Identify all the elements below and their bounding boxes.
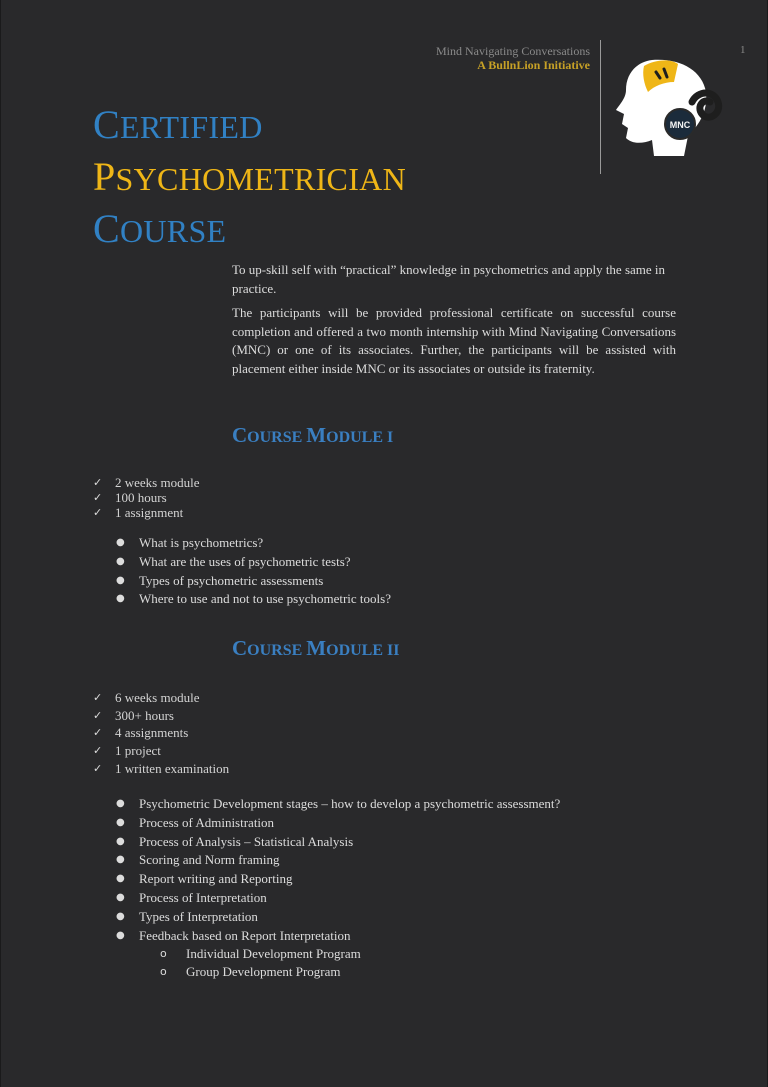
page-number: 1 — [740, 44, 746, 56]
header-divider — [600, 40, 601, 174]
checkmark-icon: ✓ — [93, 505, 103, 519]
subtopic-text: Group Development Program — [186, 963, 341, 979]
module-2-subtopics — [160, 945, 361, 980]
bullet-icon: ● — [116, 873, 125, 885]
topic-text: Types of Interpretation — [139, 908, 258, 924]
course-title — [93, 100, 406, 256]
module-2-topic — [116, 814, 560, 833]
module-2-fact — [93, 742, 229, 760]
module-2-fact — [93, 707, 229, 725]
module-1-topic — [116, 572, 391, 591]
module-1-topic — [116, 590, 391, 609]
topic-text: Report writing and Reporting — [139, 871, 293, 887]
title-line-1-rest: ERTIFIED — [119, 109, 263, 145]
topic-text: Where to use and not to use psychometric tools? — [139, 591, 391, 607]
bullet-icon: ● — [116, 555, 125, 567]
module-1-topic — [116, 553, 391, 572]
module-2-fact — [93, 724, 229, 742]
bullet-icon: ● — [116, 835, 125, 847]
topic-text: What is psychometrics? — [139, 535, 264, 550]
module-2-heading — [232, 636, 399, 661]
bullet-icon: ● — [116, 798, 125, 809]
header-initiative: A BullnLion Initiative — [477, 58, 590, 72]
module-1-fact — [93, 491, 199, 506]
bullet-icon: ● — [116, 593, 125, 605]
topic-text: Process of Analysis – Statistical Analysis — [139, 833, 354, 849]
checkmark-icon: ✓ — [93, 708, 103, 722]
fact-text: 4 assignments — [115, 725, 189, 741]
fact-text: 100 hours — [115, 489, 167, 505]
bullet-icon: ● — [116, 574, 125, 586]
topic-text: Process of Administration — [139, 814, 275, 830]
intro-paragraph-1: To up-skill self with “practical” knowledge in psychometrics and apply the same in practice. — [232, 262, 666, 296]
title-line-3-rest: OURSE — [119, 213, 227, 249]
fact-text: 2 weeks module — [115, 475, 200, 490]
bullet-icon: ● — [116, 929, 125, 941]
module-2-subtopic — [160, 963, 361, 981]
topic-text: What are the uses of psychometric tests? — [139, 553, 351, 569]
topic-text: Feedback based on Report Interpretation — [139, 927, 351, 943]
module-1-topics — [116, 534, 391, 609]
bullet-icon: ● — [116, 854, 125, 866]
module-2-topic — [116, 870, 560, 889]
module-2-heading-text-1: OURSE — [247, 642, 307, 659]
module-1-fact — [93, 476, 199, 491]
module-2-topic — [116, 889, 560, 908]
fact-text: 6 weeks module — [115, 690, 200, 705]
title-line-3 — [93, 204, 406, 256]
module-1-topic — [116, 534, 391, 553]
logo-label: MNC — [669, 120, 691, 130]
topic-text: Psychometric Development stages – how to develop a psychometric assessment? — [139, 796, 561, 811]
checkmark-icon: ✓ — [93, 744, 103, 758]
header-org-name: Mind Navigating Conversations — [436, 44, 590, 58]
module-1-heading-initial-2: M — [306, 423, 327, 447]
fact-text: 300+ hours — [115, 707, 174, 723]
page-header — [436, 44, 590, 72]
module-2-facts — [93, 689, 229, 778]
module-2-topic — [116, 908, 560, 927]
topic-text: Scoring and Norm framing — [139, 852, 280, 868]
checkmark-icon: ✓ — [93, 476, 103, 489]
fact-text: 1 project — [115, 743, 161, 759]
module-1-heading — [232, 423, 393, 448]
topic-text: Process of Interpretation — [139, 889, 267, 905]
module-2-topic — [116, 927, 560, 946]
module-1-heading-text-1: OURSE — [247, 429, 307, 446]
module-2-topic — [116, 851, 560, 870]
bullet-icon: ● — [116, 537, 125, 548]
mnc-logo — [604, 52, 728, 164]
title-line-1-initial: C — [93, 102, 120, 147]
title-line-2 — [93, 152, 406, 204]
bullet-icon: ● — [116, 910, 125, 922]
module-2-topic — [116, 833, 560, 852]
module-1-heading-text-2: ODULE I — [326, 429, 394, 446]
bullet-icon: ● — [116, 816, 125, 828]
intro-paragraph-2: The participants will be provided professional certificate on successful course completion and offered a two month internship with Mind Navigating Conversations (MNC) or one of its associates. Further, the participants will be assisted with placement either inside MNC or its associates or outside its fraternity. — [232, 305, 676, 376]
checkmark-icon: ✓ — [93, 490, 103, 504]
module-2-heading-initial-2: M — [306, 636, 327, 660]
title-line-2-initial: P — [93, 154, 116, 199]
title-line-1 — [93, 100, 406, 152]
hollow-bullet-icon: o — [160, 964, 167, 978]
checkmark-icon: ✓ — [93, 726, 103, 740]
module-1-facts — [93, 476, 199, 520]
bullet-icon: ● — [116, 891, 125, 903]
topic-text: Types of psychometric assessments — [139, 572, 324, 588]
module-2-subtopic — [160, 945, 361, 963]
module-2-heading-initial-1: C — [232, 636, 248, 660]
title-line-2-rest: SYCHOMETRICIAN — [115, 161, 406, 197]
fact-text: 1 assignment — [115, 504, 184, 520]
module-2-heading-text-2: ODULE II — [326, 642, 400, 659]
title-line-3-initial: C — [93, 206, 120, 251]
page-edge-left — [0, 0, 1, 1087]
module-1-fact — [93, 506, 199, 521]
checkmark-icon: ✓ — [93, 691, 103, 704]
hollow-bullet-icon: o — [160, 947, 167, 960]
module-2-fact — [93, 760, 229, 778]
module-1-heading-initial-1: C — [232, 423, 248, 447]
module-2-topic — [116, 795, 560, 814]
subtopic-text: Individual Development Program — [186, 946, 361, 961]
fact-text: 1 written examination — [115, 760, 230, 776]
checkmark-icon: ✓ — [93, 761, 103, 775]
module-2-topics — [116, 795, 560, 945]
module-2-fact — [93, 689, 229, 707]
